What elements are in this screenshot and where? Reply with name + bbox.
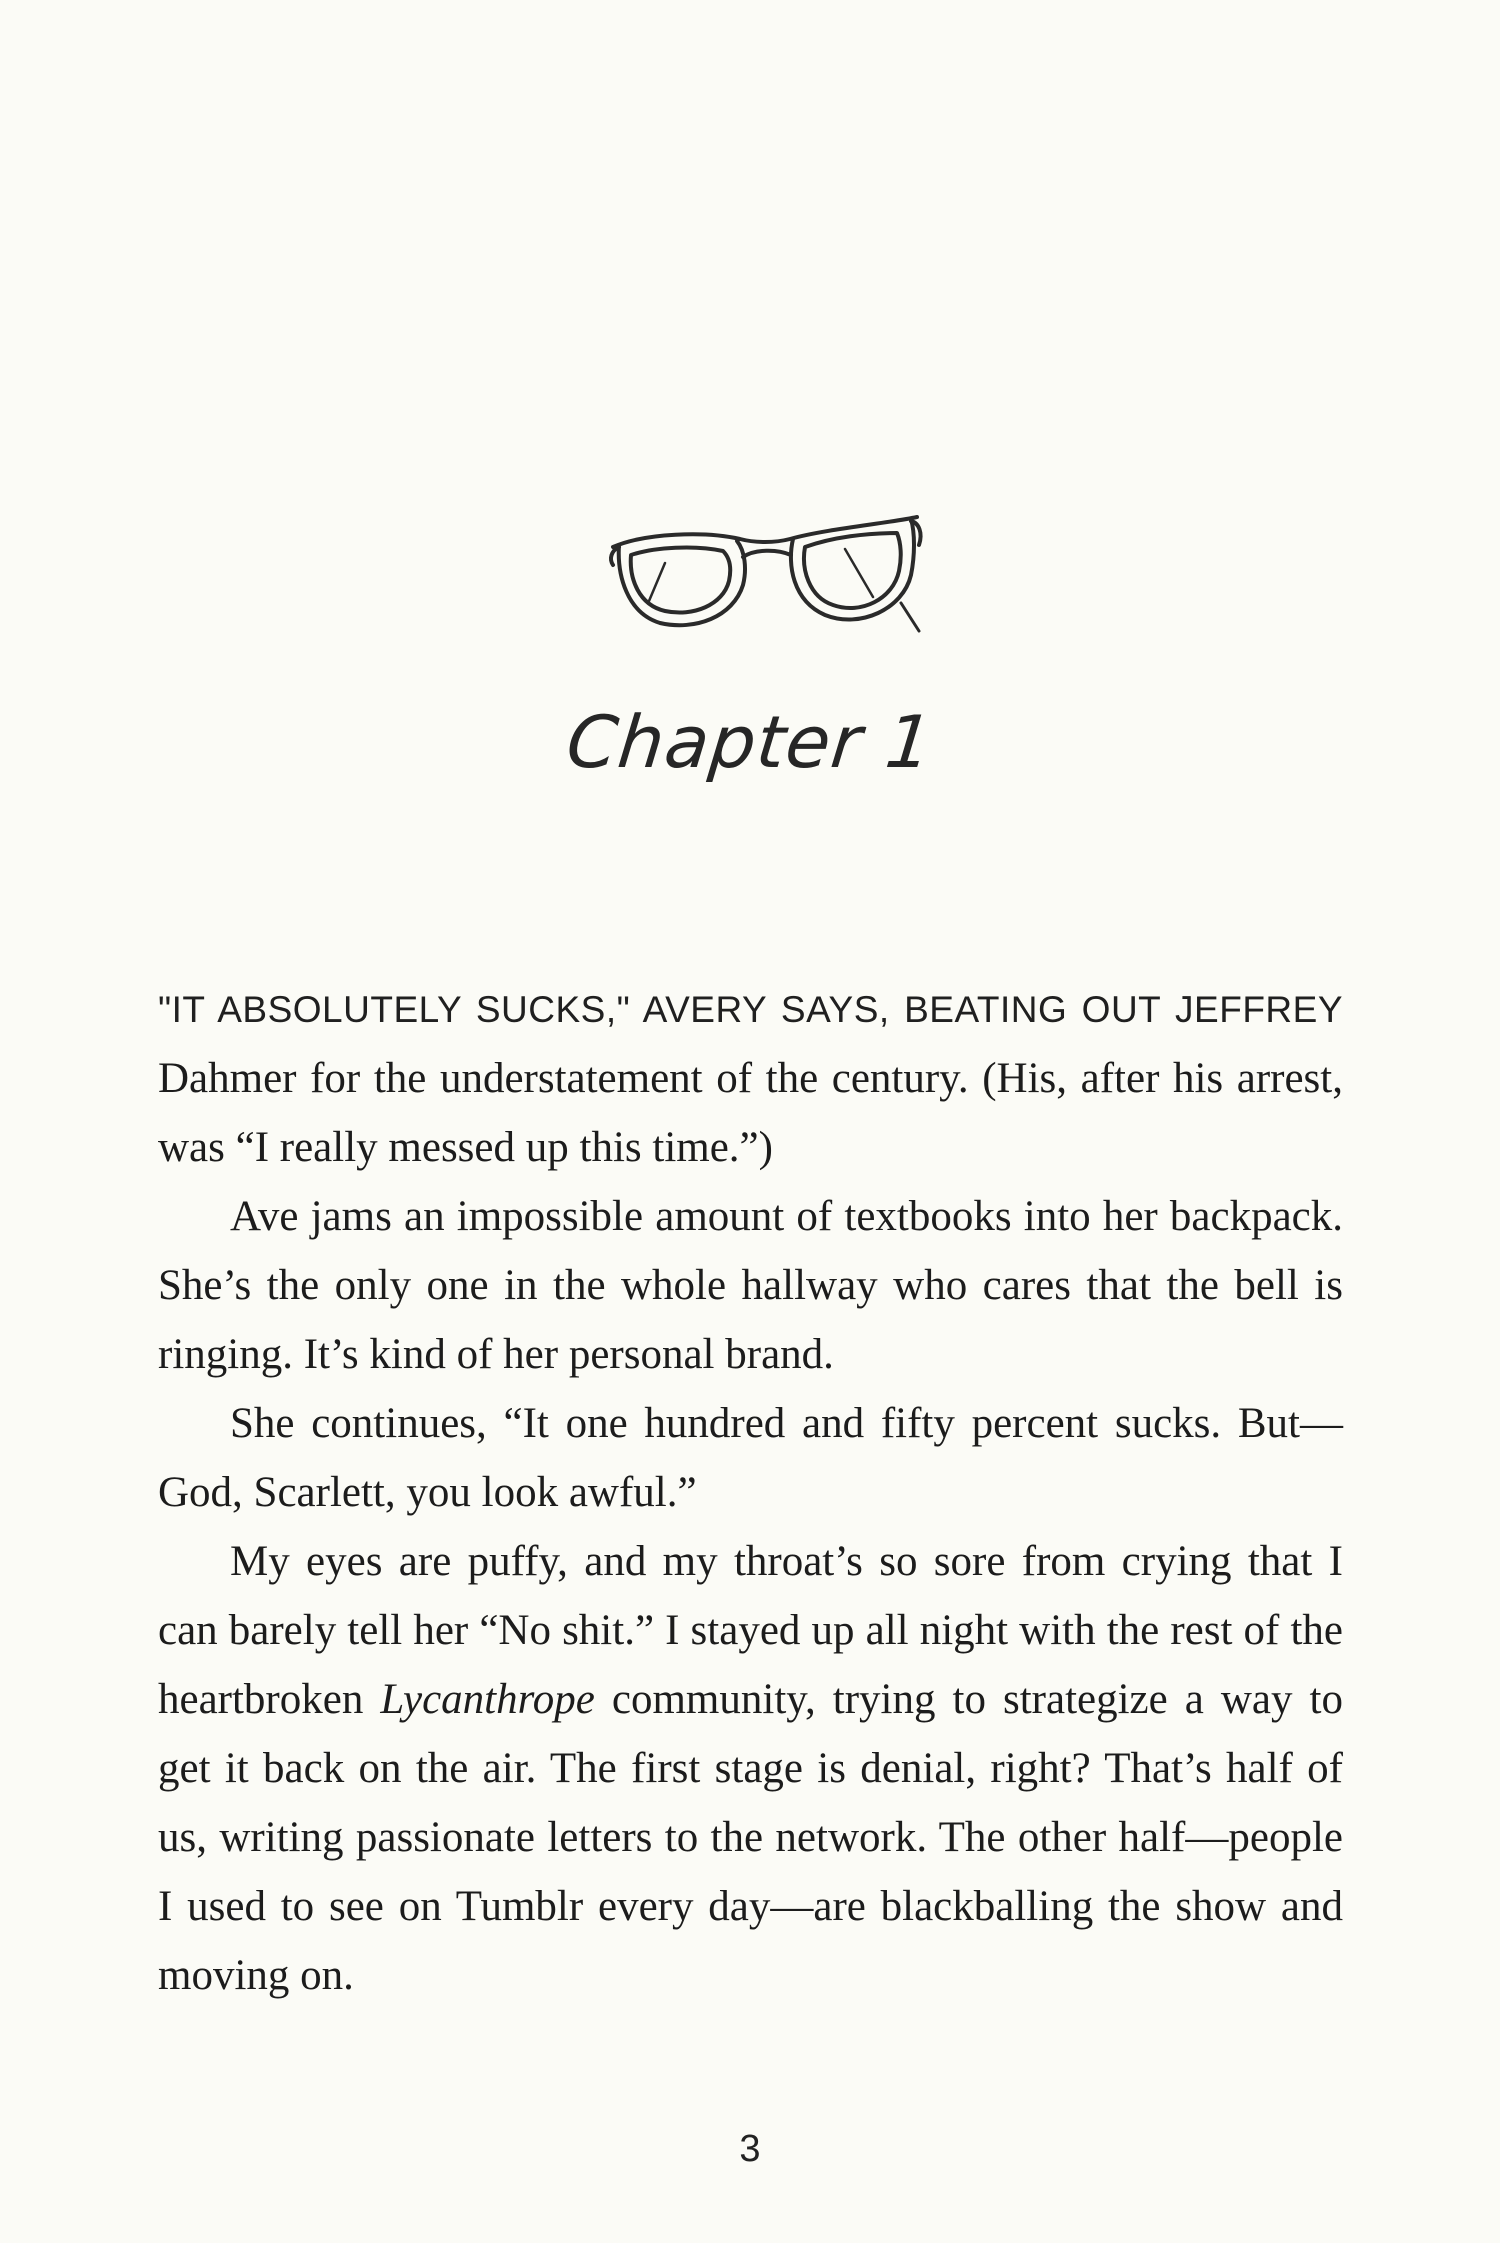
paragraph-1-text: Dahmer for the understatement of the century. (His, after his arrest, was “I really messed up this time.”) xyxy=(158,1055,1343,1171)
eyeglasses-icon xyxy=(605,505,925,640)
chapter-title: Chapter 1 xyxy=(562,700,938,784)
show-title: Lycanthrope xyxy=(380,1676,595,1723)
paragraph-4-text-end: community, trying to strategize a way to get it back on the air. The first stage is denial, right? That’s half of us, writing passionate letters to the network. The other half—people I used to see on Tumblr every day—are blackballing the show and moving on. xyxy=(158,1676,1343,1999)
paragraph-4 xyxy=(158,1527,1343,2010)
page-number: 3 xyxy=(739,2128,761,2170)
paragraph-4-text-start: My eyes are puffy, and my throat’s so sore from crying that I can barely tell her “No shit.” I stayed up all night with the rest of the heartbroken xyxy=(158,1538,1343,1723)
paragraph-3: She continues, “It one hundred and fifty percent sucks. But—God, Scarlett, you look awful.” xyxy=(158,1400,1343,1516)
chapter-text xyxy=(158,975,1343,2010)
paragraph-2: Ave jams an impossible amount of textbooks into her backpack. She’s the only one in the whole hallway who cares that the bell is ringing. It’s kind of her personal brand. xyxy=(158,1193,1343,1378)
paragraph-1 xyxy=(158,975,1343,1182)
lead-in-caps: "IT ABSOLUTELY SUCKS," AVERY SAYS, BEATING OUT JEFFREY xyxy=(158,989,1343,1030)
